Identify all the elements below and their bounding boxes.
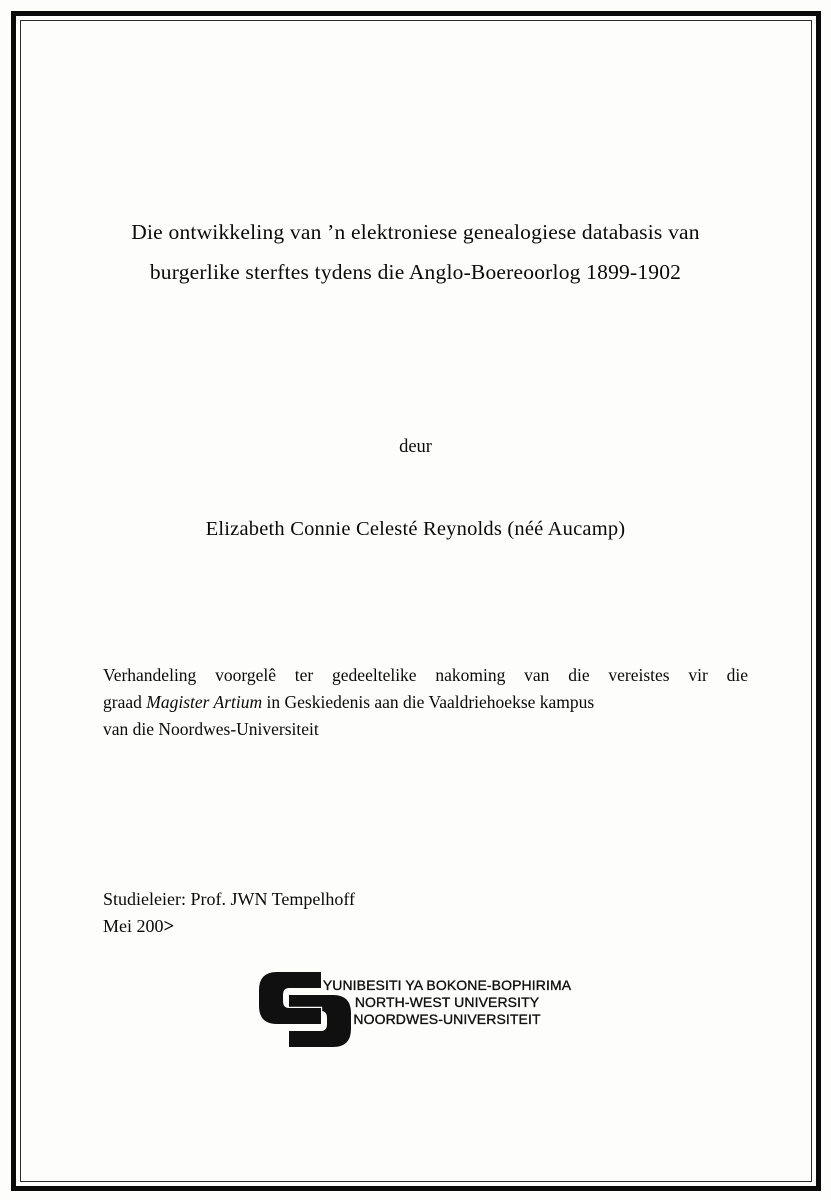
- degree-statement-line3: van die Noordwes-Universiteit: [103, 719, 319, 739]
- degree-statement: [103, 662, 748, 743]
- degree-statement-line2-post: in Geskiedenis aan die Vaaldriehoekse kampus: [262, 692, 595, 712]
- degree-statement-line2-pre: graad: [103, 692, 147, 712]
- university-logo-text: [321, 977, 573, 1029]
- byline-deur: deur: [399, 437, 432, 457]
- thesis-title-line2: burgerlike sterftes tydens die Anglo-Boereoorlog 1899-1902: [149, 260, 682, 284]
- date-text: Mei 200: [103, 916, 164, 936]
- date-line: [103, 913, 355, 940]
- thesis-title-line1: Die ontwikkeling van ’n elektroniese genealogiese databasis van: [131, 220, 700, 244]
- degree-statement-line2: [103, 689, 748, 716]
- degree-name-italic: Magister Artium: [146, 692, 263, 712]
- logo-text-english: NORTH-WEST UNIVERSITY: [354, 994, 540, 1011]
- degree-statement-line1: Verhandeling voorgelê ter gedeeltelike nakoming van die vereistes vir die: [103, 665, 748, 685]
- supervisor-line: Studieleier: Prof. JWN Tempelhoff: [103, 889, 356, 909]
- supervisor-block: [103, 886, 355, 940]
- thesis-title: [0, 212, 831, 292]
- logo-text-afrikaans: NOORDWES-UNIVERSITEIT: [353, 1011, 541, 1028]
- logo-text-setswana: YUNIBESITI YA BOKONE-BOPHIRIMA: [322, 977, 572, 993]
- author-name: Elizabeth Connie Celesté Reynolds (néé Aucamp): [205, 518, 626, 540]
- university-logo: [257, 969, 587, 1055]
- date-last-digit: >: [163, 916, 175, 937]
